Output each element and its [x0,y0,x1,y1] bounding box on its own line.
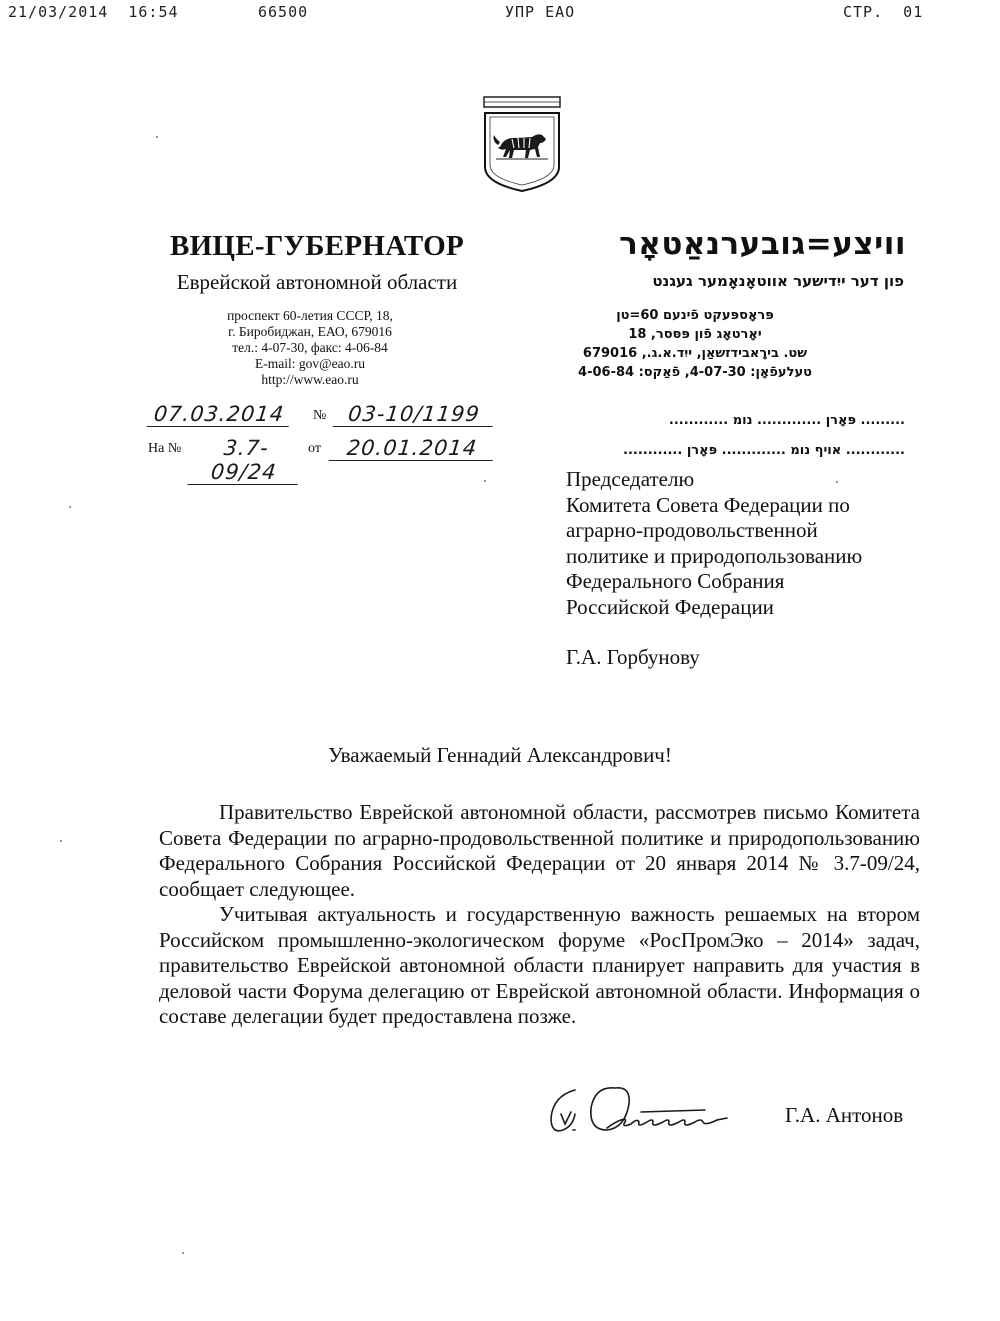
body-paragraph: Правительство Еврейской автономной области, рассмотрев письмо Комитета Совета Федерации по аграрно-продовольственной политике и природопользованию Федерального Собрания Российской Федерации от 20 января 2014 № 3.7-09/24, сообщает следующее. [159,800,920,901]
body-paragraph: Учитывая актуальность и государственную важность решаемых на втором Российском промышленно-экологическом форуме «РосПромЭко – 2014» задач, правительство Еврейской автономной области планирует направить для участия в деловой части Форума делегацию от Еврейской автономной области. Информация о составе делегации будет предоставлена позже. [159,902,920,1028]
scan-speck [69,506,71,508]
addressee-line: Комитета Совета Федерации по [566,492,850,517]
fax-sender: УПР ЕАО [505,3,576,21]
letter-body [159,800,920,1030]
addressee-block [566,467,966,620]
scan-speck [484,480,486,482]
fax-number: 66500 [258,3,309,21]
addressee-line: Российской Федерации [566,594,774,619]
outgoing-number-label: № [313,408,327,423]
scan-speck [156,136,158,138]
addressee-line: Председателю [566,467,695,491]
handwritten-signature [545,1078,740,1144]
letterhead-title-yi: וויצע=גובערנאַטאָר [619,226,906,262]
letterhead-subtitle-yi: פון דער ייִדישער אווטאָנאָמער געגנט [652,272,904,290]
in-reply-date-label: от [308,441,321,456]
signer-name: Г.А. Антонов [785,1103,904,1127]
scan-speck [182,1252,184,1254]
addressee-line: политике и природопользованию [566,543,863,568]
letterhead-subtitle-ru: Еврейской автономной области [176,270,458,294]
addressee-name: Г.А. Горбунову [566,645,700,669]
outgoing-ref-line-yi: ......... פּאָרן ............. נומ ............ [668,413,905,428]
letterhead-address-ru [180,308,440,388]
in-reply-number-field: 3.7-09/24 [187,436,302,485]
letterhead-address-yi [560,306,830,382]
fax-datetime: 21/03/2014 16:54 [8,3,179,21]
greeting: Уважаемый Геннадий Александрович! [328,743,672,767]
email-line: E-mail: gov@eao.ru [255,356,365,371]
coat-of-arms-emblem-icon [482,95,562,195]
phone-fax-line: тел.: 4-07-30, факс: 4-06-84 [232,340,388,355]
in-reply-label: На № [148,441,182,456]
address-line-yi: שט. בירָאבידזשאַן, ייִד.א.ג., 679016 [582,346,808,361]
in-reply-date-field: 20.01.2014 [329,436,496,461]
scan-speck [60,840,62,842]
outgoing-date-field: 07.03.2014 [147,402,292,427]
addressee-line: Федерального Собрания [566,569,785,593]
address-line-yi: פּראָספּעקט פֿינעם 60=טן [616,308,774,323]
outgoing-number-field: 03-10/1199 [333,402,496,427]
incoming-ref-line-yi: ............ אויף נומ ............. פּאָרן ............ [623,443,905,458]
fax-page-number: СТР. 01 [843,3,924,21]
letterhead-title-ru: ВИЦЕ-ГУБЕРНАТОР [169,230,465,262]
phone-fax-line-yi: טעלעפֿאָן: 4-07-30, פֿאַקס: 4-06-84 [578,365,812,380]
website-line: http://www.eao.ru [261,372,359,387]
scan-speck [836,481,838,483]
addressee-line: аграрно-продовольственной [566,518,818,542]
address-line: проспект 60-летия СССР, 18, [227,308,393,323]
address-line-yi: יאָרטאָג פֿון פּסּסר, 18 [628,327,762,342]
address-line: г. Биробиджан, ЕАО, 679016 [228,324,392,339]
